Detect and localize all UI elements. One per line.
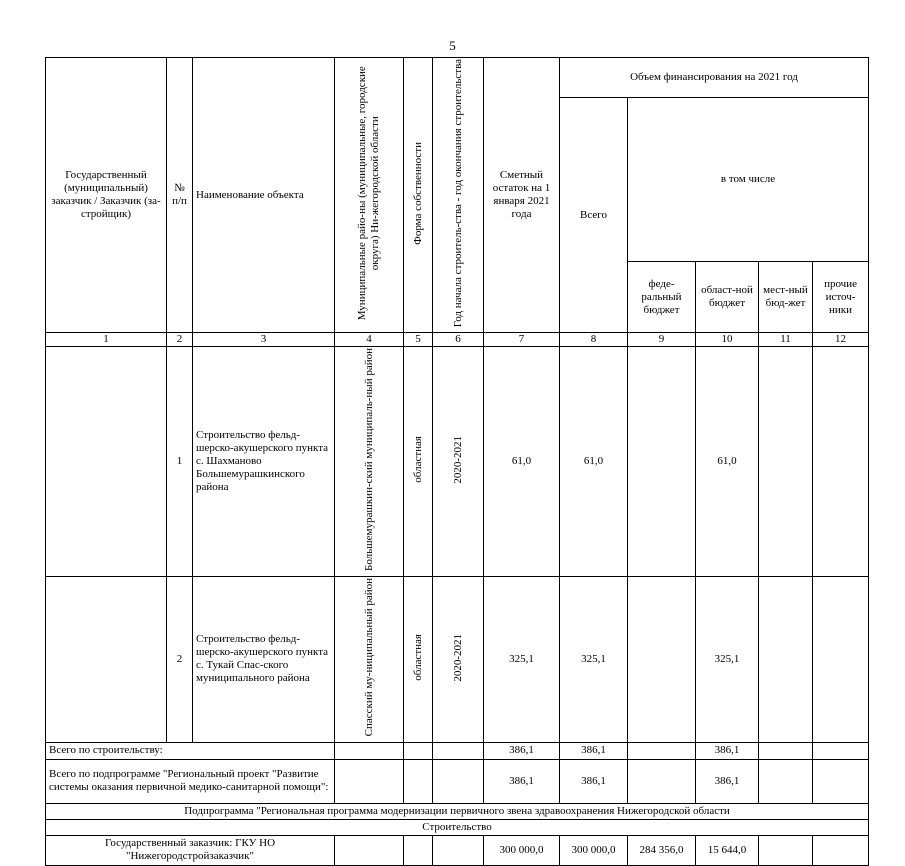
header-local: мест-ный бюд-жет	[759, 262, 813, 333]
row-other	[813, 577, 869, 742]
row-district: Спасский му-ниципальный район	[362, 578, 375, 737]
row-local	[759, 577, 813, 742]
total-subprogram-regional: 386,1	[696, 759, 759, 803]
col-num: 8	[560, 333, 628, 347]
header-ownership: Форма собственности	[411, 141, 424, 245]
row-number: 2	[167, 577, 193, 742]
table-row	[46, 577, 869, 742]
header-number: № п/п	[167, 58, 193, 333]
row-regional: 61,0	[696, 347, 759, 577]
col-num: 4	[335, 333, 404, 347]
header-object-name: Наименование объекта	[193, 58, 335, 333]
state-customer-balance: 300 000,0	[484, 835, 560, 865]
row-number: 1	[167, 347, 193, 577]
state-customer-regional: 15 644,0	[696, 835, 759, 865]
total-subprogram-label: Всего по подпрограмме "Региональный проект "Развитие системы оказания первичной медико-санитарной помощи":	[46, 759, 335, 803]
total-construction-regional: 386,1	[696, 742, 759, 759]
header-financing: Объем финансирования на 2021 год	[560, 58, 869, 98]
col-num: 7	[484, 333, 560, 347]
col-num: 9	[628, 333, 696, 347]
row-balance: 325,1	[484, 577, 560, 742]
row-balance: 61,0	[484, 347, 560, 577]
col-num: 11	[759, 333, 813, 347]
row-federal	[628, 577, 696, 742]
table-row	[46, 347, 869, 577]
total-construction-row	[46, 742, 869, 759]
col-num: 2	[167, 333, 193, 347]
header-balance: Сметный остаток на 1 января 2021 года	[484, 58, 560, 333]
subprogram-title: Подпрограмма "Региональная программа модернизации первичного звена здравоохранения Нижегородской области	[46, 803, 869, 819]
row-local	[759, 347, 813, 577]
header-federal: феде-ральный бюджет	[628, 262, 696, 333]
section-title: Строительство	[46, 819, 869, 835]
row-customer	[46, 347, 167, 577]
col-num: 5	[404, 333, 433, 347]
financing-table	[45, 57, 869, 866]
total-construction-balance: 386,1	[484, 742, 560, 759]
column-numbers-row	[46, 333, 869, 347]
row-total: 61,0	[560, 347, 628, 577]
row-ownership: областная	[411, 634, 424, 681]
header-other: прочие источ-ники	[813, 262, 869, 333]
header-years: Год начала строитель-ства - год окончания строительства	[451, 59, 464, 328]
col-num: 1	[46, 333, 167, 347]
total-subprogram-balance: 386,1	[484, 759, 560, 803]
row-ownership: областная	[411, 436, 424, 484]
col-num: 3	[193, 333, 335, 347]
col-num: 12	[813, 333, 869, 347]
row-total: 325,1	[560, 577, 628, 742]
row-other	[813, 347, 869, 577]
state-customer-row	[46, 835, 869, 865]
header-total: Всего	[560, 98, 628, 333]
header-district: Муниципальные райо-ны (муниципальные, городские округа) Ни-жегородской области	[356, 66, 381, 321]
header-customer: Государственный (муниципальный) заказчик / Заказчик (за-стройщик)	[46, 58, 167, 333]
row-customer	[46, 577, 167, 742]
row-federal	[628, 347, 696, 577]
total-construction-total: 386,1	[560, 742, 628, 759]
row-object-name: Строительство фельд-шерско-акушерского пункта с. Шахманово Большемурашкинского района	[193, 347, 335, 577]
state-customer-federal: 284 356,0	[628, 835, 696, 865]
state-customer-total: 300 000,0	[560, 835, 628, 865]
row-object-name: Строительство фельд-шерско-акушерского пункта с. Тукай Спас-ского муниципального района	[193, 577, 335, 742]
row-district: Большемурашкин-ский муниципаль-ный район	[362, 348, 375, 572]
col-num: 10	[696, 333, 759, 347]
header-regional: област-ной бюджет	[696, 262, 759, 333]
total-subprogram-total: 386,1	[560, 759, 628, 803]
state-customer-label: Государственный заказчик: ГКУ НО "Нижегородстройзаказчик"	[46, 835, 335, 865]
page-number: 5	[449, 38, 456, 53]
row-regional: 325,1	[696, 577, 759, 742]
header-including: в том числе	[628, 98, 869, 262]
row-years: 2020-2021	[451, 633, 464, 682]
total-construction-label: Всего по строительству:	[46, 742, 335, 759]
row-years: 2020-2021	[451, 435, 464, 484]
total-subprogram-row	[46, 759, 869, 803]
col-num: 6	[433, 333, 484, 347]
